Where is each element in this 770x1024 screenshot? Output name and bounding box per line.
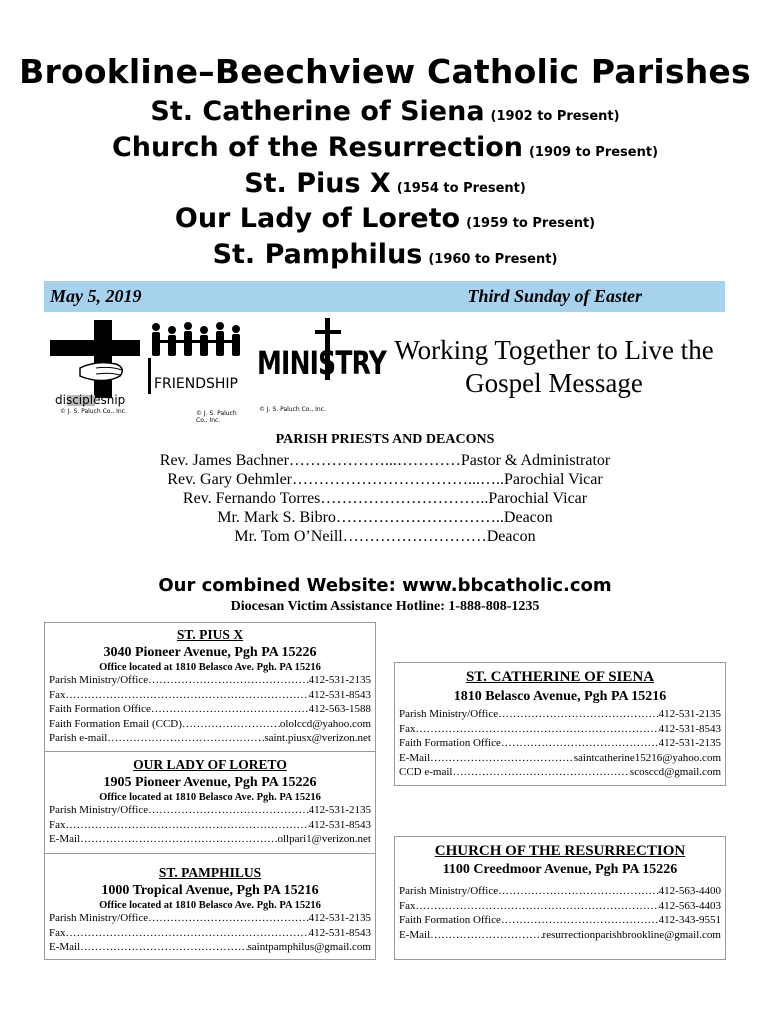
contact-row bbox=[49, 702, 371, 717]
contact-label: Fax bbox=[49, 926, 66, 939]
friendship-logo bbox=[148, 320, 248, 424]
contact-row bbox=[49, 803, 371, 818]
parish-heading-catherine bbox=[0, 96, 770, 127]
loreto-section bbox=[49, 757, 371, 847]
priests-heading: PARISH PRIESTS AND DEACONS bbox=[275, 432, 495, 447]
contact-label: Parish Ministry/Office bbox=[49, 912, 149, 924]
contact-row bbox=[49, 673, 371, 688]
contact-value: 412-343-9551 bbox=[658, 914, 721, 926]
divider bbox=[45, 751, 375, 752]
contact-row bbox=[49, 832, 371, 847]
contact-row bbox=[49, 688, 371, 703]
contact-row bbox=[399, 899, 721, 914]
contact-label: Parish e-mail bbox=[49, 732, 108, 744]
parish-heading-loreto bbox=[0, 203, 770, 234]
copyright-note: © J. S. Paluch Co., Inc. bbox=[60, 408, 127, 415]
section-title: OUR LADY OF LORETO bbox=[133, 757, 287, 772]
priest-name: Mr. Mark S. Bibro bbox=[217, 509, 336, 526]
parish-heading-pamphilus bbox=[0, 239, 770, 270]
contact-row bbox=[399, 913, 721, 928]
priest-name: Mr. Tom O’Neill bbox=[234, 528, 343, 545]
priest-role: Deacon bbox=[486, 528, 536, 545]
contact-value: 412-531-2135 bbox=[658, 708, 721, 720]
pius-section bbox=[49, 627, 371, 746]
contact-row bbox=[49, 940, 371, 955]
resurrection-box bbox=[394, 836, 726, 960]
contact-value: 412-531-8543 bbox=[658, 722, 721, 735]
parish-years: (1909 to Present) bbox=[528, 145, 659, 160]
tagline: Working Together to Live the Gospel Message bbox=[394, 335, 714, 398]
copyright-note: © J. S. Paluch Co., Inc. bbox=[259, 406, 326, 413]
ministry-logo bbox=[255, 318, 386, 418]
ministry-word: MINISTRY bbox=[257, 344, 386, 382]
contact-label: Fax bbox=[399, 899, 416, 912]
contact-label: Parish Ministry/Office bbox=[399, 708, 499, 720]
catherine-section bbox=[399, 669, 721, 780]
contact-value: 412-531-2135 bbox=[658, 737, 721, 749]
priest-role: Deacon bbox=[503, 509, 553, 526]
contact-row bbox=[49, 818, 371, 833]
contact-row bbox=[49, 911, 371, 926]
hotline-line: Diocesan Victim Assistance Hotline: 1-888-808-1235 bbox=[230, 599, 540, 614]
parish-years: (1954 to Present) bbox=[396, 181, 526, 196]
parish-name: Church of the Resurrection bbox=[111, 132, 523, 163]
contact-label: Parish Ministry/Office bbox=[399, 885, 499, 897]
contact-label: Fax bbox=[49, 688, 66, 701]
contact-label: Fax bbox=[49, 818, 66, 831]
contact-value: saintcatherine15216@yahoo.com bbox=[573, 751, 721, 764]
contact-label: Fax bbox=[399, 722, 416, 735]
contact-row bbox=[399, 884, 721, 899]
section-address: 1000 Tropical Avenue, Pgh PA 15216 bbox=[101, 883, 319, 898]
contact-value: ollpari1@verizon.net bbox=[277, 833, 371, 845]
contact-value: 412-531-8543 bbox=[308, 926, 371, 939]
divider-bar bbox=[148, 358, 151, 394]
priest-row bbox=[0, 471, 770, 489]
contact-value: 412-563-1588 bbox=[308, 703, 371, 715]
divider bbox=[45, 853, 375, 854]
section-address: 1905 Pioneer Avenue, Pgh PA 15226 bbox=[103, 775, 317, 790]
website-line: Our combined Website: www.bbcatholic.com bbox=[158, 575, 612, 596]
section-address: 3040 Pioneer Avenue, Pgh PA 15226 bbox=[103, 645, 317, 660]
contact-value: 412-531-2135 bbox=[308, 674, 371, 686]
leader-dots: ……………………………...….. bbox=[292, 471, 504, 488]
contact-row bbox=[399, 751, 721, 766]
priest-name: Rev. Fernando Torres bbox=[182, 490, 321, 507]
contact-label: Faith Formation Office bbox=[399, 737, 501, 749]
parish-years: (1902 to Present) bbox=[490, 109, 620, 124]
section-title: CHURCH OF THE RESURRECTION bbox=[434, 843, 686, 859]
contact-label: E-Mail bbox=[399, 928, 431, 941]
leader-dots: ………………………….. bbox=[335, 509, 504, 526]
priest-row bbox=[0, 490, 770, 508]
priest-row bbox=[0, 509, 770, 527]
contact-row bbox=[399, 736, 721, 751]
bulletin-title: Brookline–Beechview Catholic Parishes bbox=[19, 52, 751, 91]
section-address: 1100 Creedmoor Avenue, Pgh PA 15226 bbox=[442, 862, 678, 877]
parish-name: St. Pius X bbox=[244, 168, 391, 199]
contact-label: Parish Ministry/Office bbox=[49, 804, 149, 816]
liturgical-sunday: Third Sunday of Easter bbox=[467, 286, 642, 306]
section-title: ST. CATHERINE OF SIENA bbox=[465, 669, 655, 685]
parish-years: (1959 to Present) bbox=[466, 216, 596, 231]
section-address: 1810 Belasco Avenue, Pgh PA 15216 bbox=[453, 689, 667, 704]
contact-label: E-Mail bbox=[49, 833, 81, 845]
priest-role: Parochial Vicar bbox=[504, 471, 603, 488]
people-group-icon bbox=[148, 320, 248, 368]
contact-label: E-Mail bbox=[399, 751, 431, 764]
parish-years: (1960 to Present) bbox=[428, 252, 558, 267]
priest-row bbox=[0, 528, 770, 546]
pamphilus-section bbox=[49, 865, 371, 955]
contact-value: 412-531-8543 bbox=[308, 818, 371, 831]
contact-value: ololccd@yahoo.com bbox=[279, 717, 371, 730]
contact-row bbox=[399, 707, 721, 722]
contact-label: CCD e-mail bbox=[399, 766, 453, 778]
discipleship-logo bbox=[50, 320, 145, 415]
priest-role: Pastor & Administrator bbox=[460, 452, 611, 469]
section-title: ST. PIUS X bbox=[176, 627, 244, 642]
priest-role: Parochial Vicar bbox=[488, 490, 588, 507]
contact-value: scosccd@gmail.com bbox=[629, 766, 721, 778]
contact-label: Faith Formation Office bbox=[399, 914, 501, 926]
contact-value: 412-563-4400 bbox=[658, 885, 721, 897]
contact-value: 412-531-8543 bbox=[308, 688, 371, 701]
discipleship-word: discipleship bbox=[55, 393, 126, 407]
parish-name: St. Pamphilus bbox=[212, 239, 423, 270]
section-office: Office located at 1810 Belasco Ave. Pgh. PA 15216 bbox=[99, 662, 321, 673]
contact-row bbox=[399, 765, 721, 780]
priest-name: Rev. Gary Oehmler bbox=[167, 471, 292, 488]
parish-heading-resurrection bbox=[0, 132, 770, 163]
leader-dots: ……………………… bbox=[342, 528, 487, 545]
contact-value: saint.piusx@verizon.net bbox=[264, 732, 371, 744]
section-title: ST. PAMPHILUS bbox=[158, 865, 262, 880]
parish-heading-pius bbox=[0, 168, 770, 199]
leader-dots: ………………...………… bbox=[288, 452, 461, 469]
contact-row bbox=[399, 722, 721, 737]
contact-value: saintpamphilus@gmail.com bbox=[247, 941, 371, 953]
contact-value: 412-563-4403 bbox=[658, 899, 721, 912]
contact-value: 412-531-2135 bbox=[308, 804, 371, 816]
contact-row bbox=[49, 731, 371, 746]
resurrection-section bbox=[399, 843, 721, 942]
parish-name: St. Catherine of Siena bbox=[150, 96, 485, 127]
catherine-box bbox=[394, 662, 726, 786]
priest-row bbox=[0, 452, 770, 470]
leader-dots: ………………………….. bbox=[320, 490, 489, 507]
contact-row bbox=[399, 928, 721, 943]
priest-name: Rev. James Bachner bbox=[159, 452, 289, 469]
parish-name: Our Lady of Loreto bbox=[174, 203, 461, 234]
section-office: Office located at 1810 Belasco Ave. Pgh. PA 15216 bbox=[99, 900, 321, 911]
contact-label: Parish Ministry/Office bbox=[49, 674, 149, 686]
contact-row bbox=[49, 926, 371, 941]
section-office: Office located at 1810 Belasco Ave. Pgh. PA 15216 bbox=[99, 792, 321, 803]
friendship-word: FRIENDSHIP bbox=[154, 376, 238, 392]
contact-label: Faith Formation Office bbox=[49, 703, 151, 715]
contact-label: Faith Formation Email (CCD) bbox=[49, 717, 182, 730]
contact-row bbox=[49, 717, 371, 732]
left-contact-box bbox=[44, 622, 376, 960]
bulletin-date: May 5, 2019 bbox=[50, 286, 142, 306]
contact-value: resurrectionparishbrookline@gmail.com bbox=[542, 928, 721, 941]
contact-value: 412-531-2135 bbox=[308, 912, 371, 924]
contact-label: E-Mail bbox=[49, 941, 81, 953]
copyright-note: © J. S. Paluch Co., Inc. bbox=[196, 410, 237, 424]
